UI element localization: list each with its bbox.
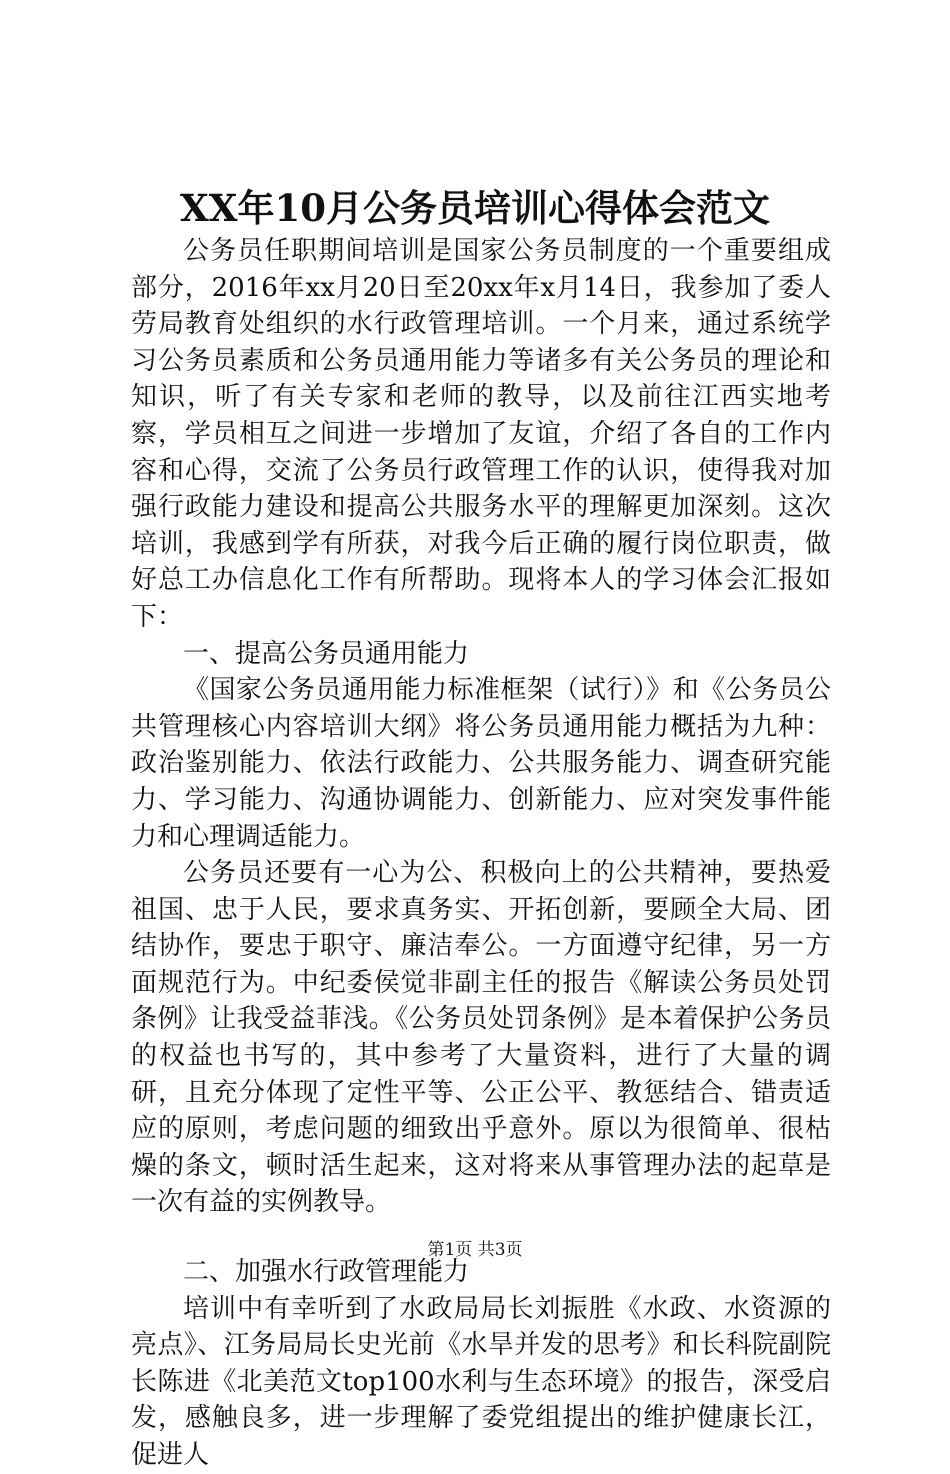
document-body xyxy=(131,233,831,1474)
section-heading-2: 二、加强水行政管理能力 xyxy=(183,1257,470,1288)
page-footer: 第1页 共3页 xyxy=(427,1240,523,1260)
paragraph-ability-framework: 《国家公务员通用能力标准框架（试行）》和《公务员公共管理核心内容培训大纲》将公务员通用能力概括为九种：政治鉴别能力、依法行政能力、公共服务能力、调查研究能力、学习能力、沟通协调能力、创新能力、应对突发事件能力和心理调适能力。 xyxy=(131,675,831,852)
section-heading-1: 一、提高公务员通用能力 xyxy=(183,638,470,669)
paragraph-public-spirit: 公务员还要有一心为公、积极向上的公共精神，要热爱祖国、忠于人民，要求真务实、开拓创新，要顾全大局、团结协作，要忠于职守、廉洁奉公。一方面遵守纪律，另一方面规范行为。中纪委侯觉非副主任的报告《解读公务员处罚条例》让我受益菲浅。《公务员处罚条例》是本着保护公务员的权益也书写的，其中参考了大量资料，进行了大量的调研，且充分体现了定性平等、公正公平、教惩结合、错责适应的原则，考虑问题的细致出乎意外。原以为很简单、很枯燥的条文，顿时活生起来，这对将来从事管理办法的起草是一次有益的实例教导。 xyxy=(131,858,831,1218)
paragraph-intro: 公务员任职期间培训是国家公务员制度的一个重要组成部分，2016年xx月20日至20xx年x月14日，我参加了委人劳局教育处组织的水行政管理培训。一个月来，通过系统学习公务员素质和公务员通用能力等诸多有关公务员的理论和知识，听了有关专家和老师的教导，以及前往江西实地考察，学员相互之间进一步增加了友谊，介绍了各自的工作内容和心得，交流了公务员行政管理工作的认识，使得我对加强行政能力建设和提高公共服务水平的理解更加深刻。这次培训，我感到学有所获，对我今后正确的履行岗位职责，做好总工办信息化工作有所帮助。现将本人的学习体会汇报如下： xyxy=(131,236,831,632)
document-title: XX年10月公务员培训心得体会范文 xyxy=(180,186,770,230)
paragraph-water-admin: 培训中有幸听到了水政局局长刘振胜《水政、水资源的亮点》、江务局局长史光前《水旱并发的思考》和长科院副院长陈进《北美范文top100水利与生态环境》的报告，深受启发，感触良多，进一步理解了委党组提出的维护健康长江，促进人 xyxy=(131,1293,831,1470)
